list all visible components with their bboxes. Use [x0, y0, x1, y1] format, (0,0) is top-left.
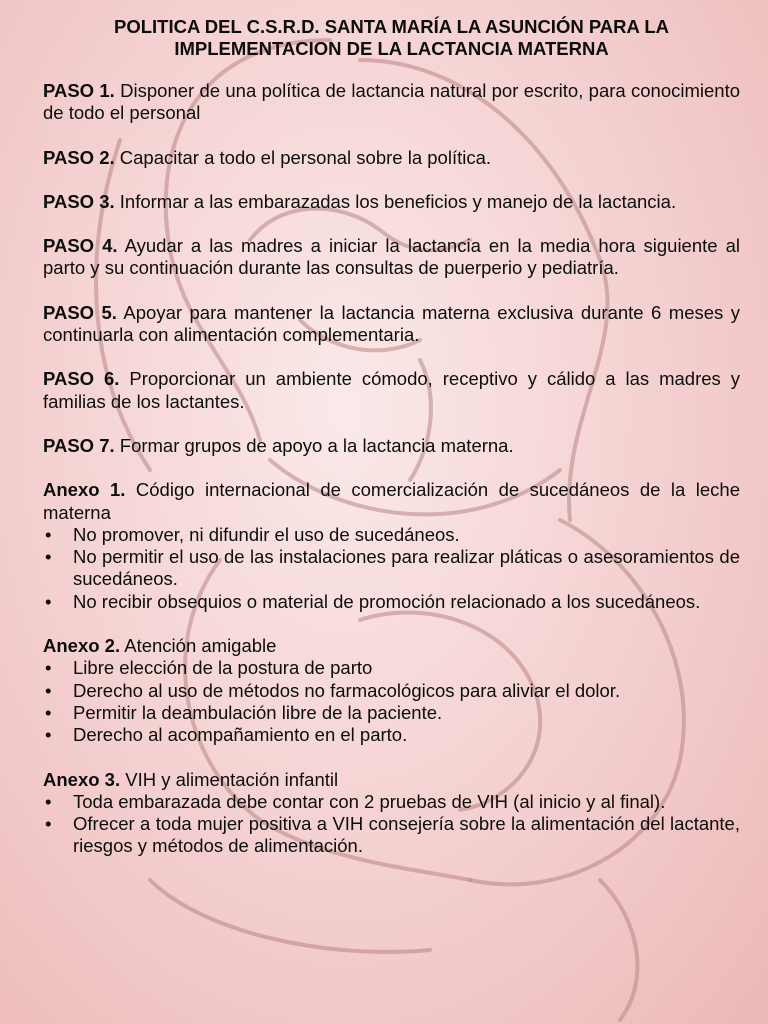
step-text: Formar grupos de apoyo a la lactancia materna.	[119, 434, 514, 456]
step-text: Informar a las embarazadas los beneficios y manejo de la lactancia.	[119, 190, 677, 212]
step-label: PASO 2.	[43, 146, 115, 168]
list-item: • Derecho al uso de métodos no farmacológicos para aliviar el dolor.	[43, 680, 740, 702]
step-label: PASO 7.	[43, 434, 115, 456]
step-label: PASO 5.	[43, 301, 117, 323]
step-label: PASO 1.	[43, 80, 115, 101]
step-5	[43, 302, 740, 347]
list-item: • Derecho al acompañamiento en el parto.	[43, 724, 740, 746]
annex-text: Código internacional de comercialización de sucedáneos de la leche materna	[43, 479, 741, 523]
annex-label: Anexo 2.	[43, 635, 121, 657]
list-item: • No promover, ni difundir el uso de sucedáneos.	[43, 524, 740, 546]
step-text: Apoyar para mantener la lactancia materna exclusiva durante 6 meses y continuarla con alimentación complementaria.	[43, 301, 740, 346]
annex-3-items	[43, 791, 740, 858]
step-2	[43, 147, 740, 169]
annex-heading	[43, 635, 740, 657]
step-label: PASO 6.	[43, 368, 120, 390]
annex-text: VIH y alimentación infantil	[120, 768, 339, 790]
annex-text: Atención amigable	[124, 635, 277, 657]
step-text: Ayudar a las madres a iniciar la lactancia en la media hora siguiente al parto y su continuación durante las consultas de puerperio y pediatría.	[43, 235, 741, 279]
annex-1-items	[43, 524, 740, 613]
annex-2	[43, 635, 740, 746]
step-text: Disponer de una política de lactancia natural por escrito, para conocimiento de todo el personal	[43, 80, 741, 124]
annex-label: Anexo 1.	[43, 479, 126, 501]
steps-list	[43, 80, 740, 457]
annex-2-items	[43, 657, 740, 746]
step-6	[43, 368, 740, 413]
annex-1	[43, 479, 740, 613]
step-1	[43, 80, 740, 125]
step-text: Capacitar a todo el personal sobre la política.	[119, 146, 492, 168]
list-item: • No permitir el uso de las instalaciones para realizar pláticas o asesoramientos de sucedáneos.	[43, 546, 740, 591]
step-label: PASO 3.	[43, 190, 115, 212]
annex-heading	[43, 479, 740, 524]
list-item: • Libre elección de la postura de parto	[43, 657, 740, 679]
step-label: PASO 4.	[43, 235, 118, 257]
step-text: Proporcionar un ambiente cómodo, receptivo y cálido a las madres y familias de los lactantes.	[43, 368, 740, 412]
step-3	[43, 191, 740, 213]
annex-label: Anexo 3.	[43, 768, 121, 790]
list-item: • Toda embarazada debe contar con 2 pruebas de VIH (al inicio y al final).	[43, 791, 740, 813]
list-item: • No recibir obsequios o material de promoción relacionado a los sucedáneos.	[43, 591, 740, 613]
step-4	[43, 235, 740, 280]
step-7	[43, 435, 740, 457]
annex-3	[43, 769, 740, 858]
list-item: • Permitir la deambulación libre de la paciente.	[43, 702, 740, 724]
document-title: POLITICA DEL C.S.R.D. SANTA MARÍA LA ASUNCIÓN PARA LA IMPLEMENTACION DE LA LACTANCIA MATERNA	[114, 16, 669, 59]
list-item: • Ofrecer a toda mujer positiva a VIH consejería sobre la alimentación del lactante, riesgos y métodos de alimentación.	[43, 813, 740, 858]
annex-heading	[43, 769, 740, 791]
